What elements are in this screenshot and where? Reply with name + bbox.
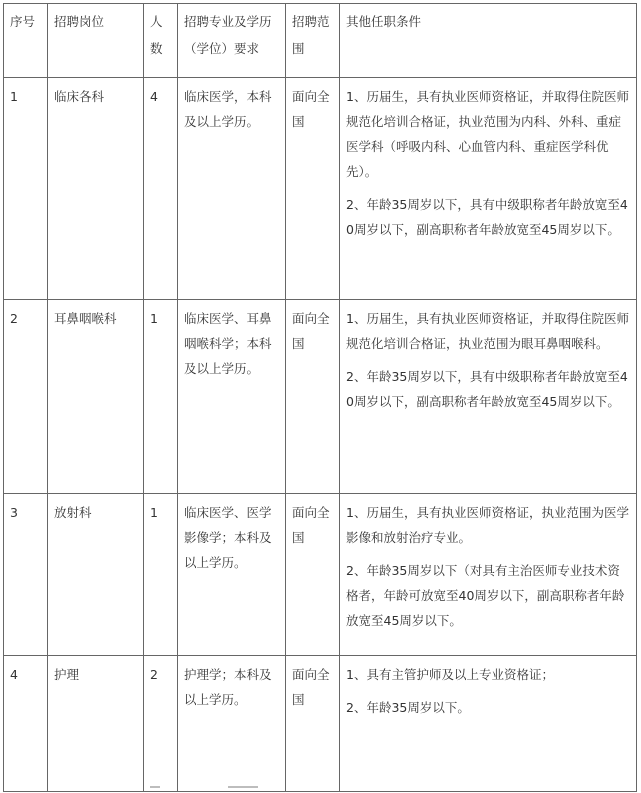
condition-item: 2、年龄35周岁以下（对具有主治医师专业技术资格者，年龄可放宽至40周岁以下，副高职称者年龄放宽至45周岁以下。 [346, 563, 625, 628]
cell-count: 4 [144, 78, 178, 300]
condition-item: 2、年龄35周岁以下，具有中级职称者年龄放宽至40周岁以下，副高职称者年龄放宽至45周岁以下。 [346, 369, 628, 409]
cell-count: 1 [144, 494, 178, 656]
cell-conditions [340, 494, 637, 656]
header-count: 人数 [144, 4, 178, 78]
header-conditions: 其他任职条件 [340, 4, 637, 78]
table-row [4, 300, 637, 494]
cropped-text-fragment [150, 786, 160, 788]
condition-item: 1、历届生，具有执业医师资格证，并取得住院医师规范化培训合格证，执业范围为内科、外科、重症医学科（呼吸内科、心血管内科、重症医学科优先）。 [346, 89, 629, 179]
cell-scope: 面向全国 [286, 494, 340, 656]
cell-count: 1 [144, 300, 178, 494]
header-scope: 招聘范围 [286, 4, 340, 78]
cell-conditions [340, 78, 637, 300]
condition-item: 1、具有主管护师及以上专业资格证； [346, 667, 554, 682]
header-seq: 序号 [4, 4, 48, 78]
condition-item: 1、历届生，具有执业医师资格证，执业范围为医学影像和放射治疗专业。 [346, 505, 629, 545]
cell-seq: 2 [4, 300, 48, 494]
cell-major: 临床医学、医学影像学；本科及以上学历。 [178, 494, 286, 656]
table-row [4, 494, 637, 656]
recruitment-table [3, 3, 637, 792]
condition-item: 2、年龄35周岁以下。 [346, 700, 470, 715]
cell-count: 2 [144, 656, 178, 792]
cell-position: 护理 [48, 656, 144, 792]
cell-seq: 1 [4, 78, 48, 300]
cell-position: 耳鼻咽喉科 [48, 300, 144, 494]
cell-major: 护理学；本科及以上学历。 [178, 656, 286, 792]
cell-scope: 面向全国 [286, 300, 340, 494]
table-header-row [4, 4, 637, 78]
cropped-text-fragment [228, 786, 258, 788]
cell-major: 临床医学，本科及以上学历。 [178, 78, 286, 300]
header-position: 招聘岗位 [48, 4, 144, 78]
cell-seq: 3 [4, 494, 48, 656]
cell-scope: 面向全国 [286, 656, 340, 792]
header-major: 招聘专业及学历（学位）要求 [178, 4, 286, 78]
cell-conditions [340, 656, 637, 792]
condition-item: 2、年龄35周岁以下，具有中级职称者年龄放宽至40周岁以下，副高职称者年龄放宽至45周岁以下。 [346, 197, 628, 237]
cell-scope: 面向全国 [286, 78, 340, 300]
cell-major: 临床医学、耳鼻咽喉科学；本科及以上学历。 [178, 300, 286, 494]
table-row [4, 78, 637, 300]
condition-item: 1、历届生，具有执业医师资格证，并取得住院医师规范化培训合格证，执业范围为眼耳鼻咽喉科。 [346, 311, 629, 351]
cell-conditions [340, 300, 637, 494]
cell-seq: 4 [4, 656, 48, 792]
table-row [4, 656, 637, 792]
cell-position: 放射科 [48, 494, 144, 656]
cell-position: 临床各科 [48, 78, 144, 300]
